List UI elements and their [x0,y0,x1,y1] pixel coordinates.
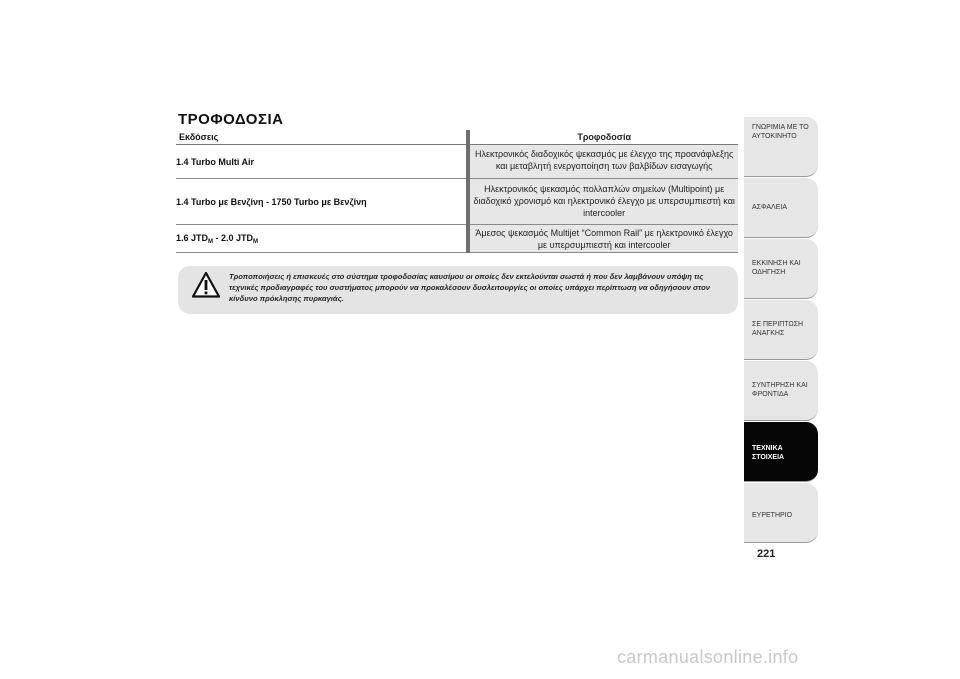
column-header-versions: Εκδόσεις [176,130,468,145]
warning-box [178,266,738,314]
fuel-system-cell: Ηλεκτρονικός ψεκασμός πολλαπλών σημείων (Multipoint) με διαδοχικό χρονισμό και ηλεκτρονικό έλεγχο με υπερσυμπιεστή και intercooler [468,179,738,225]
tab-label: ΣΥΝΤΗΡΗΣΗ ΚΑΙ ΦΡΟΝΤΙΔΑ [752,382,808,398]
fuel-system-table [176,130,738,253]
tab-label: ΕΥΡΕΤΗΡΙΟ [752,512,793,519]
version-cell [176,179,468,225]
tab-label: ΓΝΩΡΙΜΙΑ ΜΕ ΤΟ ΑΥΤΟΚΙΝΗΤΟ [752,124,809,140]
fuel-system-cell: Ηλεκτρονικός διαδοχικός ψεκασμός με έλεγχο της προανάφλεξης και μεταβλητή ενεργοποίηση των βαλβίδων εισαγωγής [468,145,738,179]
table-row [176,225,738,253]
warning-triangle-icon [192,272,220,298]
tab-label: ΑΣΦΑΛΕΙΑ [752,204,788,211]
warning-text: Τροποποιήσεις ή επισκευές στο σύστημα τροφοδοσίας καυσίμου οι οποίες δεν εκτελούνται σωστά ή που δεν λαμβάνουν υπόψη τις τεχνικές προδιαγραφές του συστήματος μπορούν να προκαλέσουν δυσλειτουργίες οι οποίες υπάρχει περίπτωση να οδηγήσουν στον κίνδυνο πρόκλησης πυρκαγιάς. [229,272,710,303]
version-cell [176,225,468,253]
section-title: ΤΡΟΦΟΔΟΣΙΑ [178,111,284,128]
tab-safety[interactable] [744,178,818,238]
version-name-tail: - 2.0 JTD [213,232,254,243]
tab-index[interactable] [744,483,818,543]
tab-getting-to-know-car[interactable] [744,117,818,177]
tab-technical-data[interactable] [744,422,818,482]
version-cell [176,145,468,179]
table-header-row [176,130,738,145]
version-name: 1.6 JTD [176,232,209,243]
version-subscript: M [208,238,214,245]
column-header-fuel-system: Τροφοδοσία [468,130,738,145]
tab-label: ΤΕΧΝΙΚΑ ΣΤΟΙΧΕΙΑ [752,445,785,461]
fuel-system-cell: Άμεσος ψεκασμός Multijet “Common Rail” με ηλεκτρονικό έλεγχο με υπερσυμπιεστή και intercooler [468,225,738,253]
tab-label: ΕΚΚΙΝΗΣΗ ΚΑΙ ΟΔΗΓΗΣΗ [752,260,801,276]
version-subscript: M [253,238,259,245]
tab-starting-and-driving[interactable] [744,239,818,299]
table-row [176,179,738,225]
page-number: 221 [757,548,776,560]
tab-emergency[interactable] [744,300,818,360]
version-name: 1.4 Turbo με Βενζίνη - 1750 Turbo με Βενζίνη [176,196,367,207]
tab-label: ΣΕ ΠΕΡΙΠΤΩΣΗ ΑΝΑΓΚΗΣ [752,321,804,337]
tab-maintenance-and-care[interactable] [744,361,818,421]
table-row [176,145,738,179]
watermark: carmanualsonline.info [617,647,799,667]
version-name: 1.4 Turbo Multi Air [176,156,254,167]
